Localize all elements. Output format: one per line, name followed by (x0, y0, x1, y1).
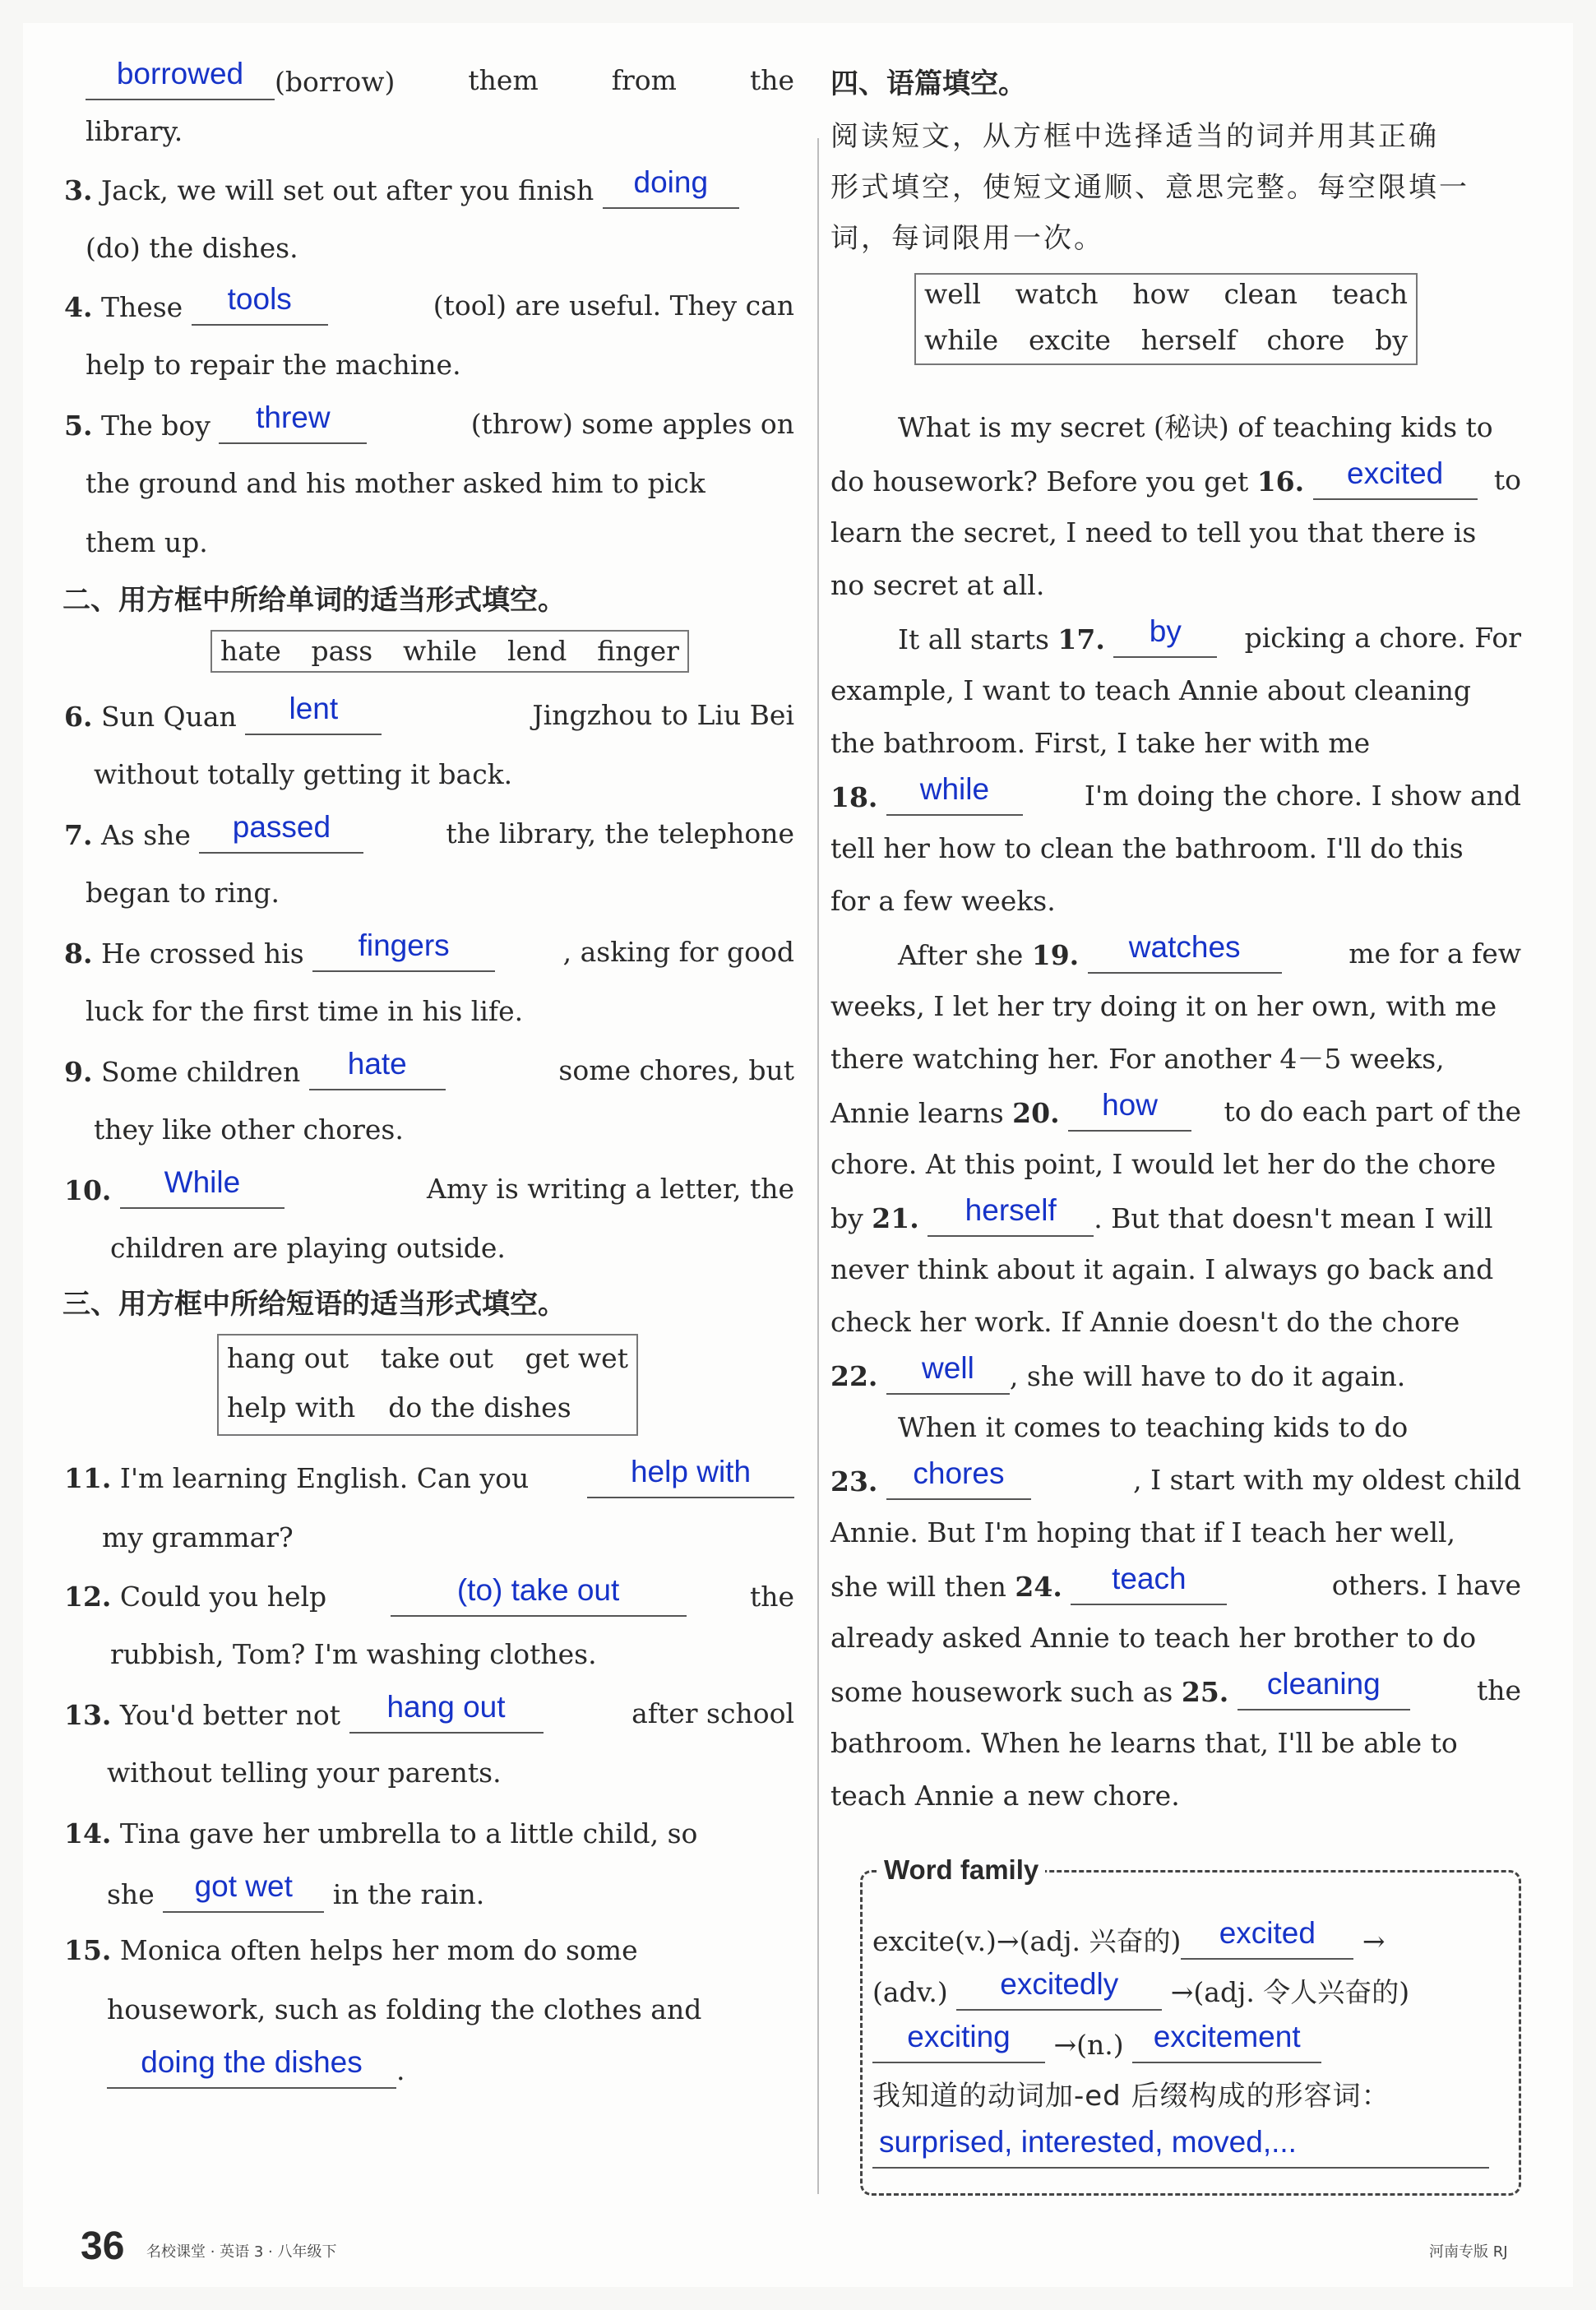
passage-line: What is my secret (秘诀) of teaching kids to (898, 411, 1493, 443)
book-title: 名校课堂 · 英语 3 · 八年级下 (146, 2243, 337, 2261)
answer-blank[interactable]: help with (587, 1461, 794, 1498)
question-7: 7. As she passed the library, the telephone (64, 816, 794, 854)
answer-blank[interactable]: borrowed (86, 62, 275, 100)
phrase-box-3: hang out take out get wet help with do the dishes (217, 1334, 638, 1436)
answer-blank[interactable]: exciting (872, 2025, 1045, 2063)
word-family-box: Word family excite(v.)→(adj. 兴奋的) excited → (adv.) excitedly →(adj. 令人兴奋的) exciting →(n.) excitement 我知道的动词加-ed 后缀构成的形容词： surprised, interested, moved,... (860, 1870, 1521, 2196)
question-15: 15. Monica often helps her mom do some (64, 1934, 638, 1966)
answer-blank[interactable]: lent (245, 697, 382, 735)
edition-label: 河南专版 RJ (1429, 2243, 1508, 2261)
answer-blank[interactable]: threw (219, 406, 367, 444)
question-3: 3. Jack, we will set out after you finish doing (64, 171, 739, 209)
answer-blank-20[interactable]: how (1068, 1094, 1191, 1132)
word-family-title: Word family (877, 1854, 1045, 1886)
answer-blank-24[interactable]: teach (1071, 1567, 1227, 1605)
question-4: 4. These tools (tool) are useful. They can (64, 288, 794, 326)
word-box-4: well watch how clean teach while excite herself chore by (914, 273, 1418, 365)
answer-blank[interactable]: doing the dishes (107, 2051, 396, 2089)
question-12: 12. Could you help (to) take out the (64, 1579, 794, 1617)
question-8: 8. He crossed his fingers , asking for good (64, 934, 794, 972)
answer-blank[interactable]: excitedly (956, 1973, 1162, 2011)
word-box-2: hate pass while lend finger (210, 630, 689, 673)
answer-blank-23[interactable]: chores (886, 1462, 1031, 1500)
question-13: 13. You'd better not hang out after school (64, 1696, 794, 1734)
section-2-title: 二、用方框中所给单词的适当形式填空。 (62, 584, 566, 617)
question-6: 6. Sun Quan lent Jingzhou to Liu Bei (64, 697, 794, 735)
answer-blank[interactable]: (to) take out (391, 1579, 687, 1617)
answer-blank[interactable]: hang out (349, 1696, 544, 1734)
answer-blank[interactable]: excitement (1132, 2025, 1321, 2063)
answer-blank[interactable]: doing (603, 171, 739, 209)
question-11: 11. I'm learning English. Can you help with (64, 1461, 794, 1498)
column-divider (817, 138, 819, 2194)
answer-blank[interactable]: hate (309, 1053, 446, 1090)
answer-blank[interactable]: got wet (163, 1875, 324, 1913)
answer-blank-17[interactable]: by (1113, 620, 1217, 658)
answer-blank-16[interactable]: excited (1313, 462, 1478, 500)
answer-blank[interactable]: fingers (312, 934, 495, 972)
answer-blank-18[interactable]: while (886, 778, 1023, 816)
section-3-title: 三、用方框中所给短语的适当形式填空。 (62, 1288, 566, 1321)
worksheet-page: borrowed (borrow) them from the library. 3. Jack, we will set out after you finish doing (do) the dishes. 4. These tools (tool) are useful. They can help to repair the machine. 5. The boy threw (throw) some apples on the ground and his mother asked him to pick them up. 二、用方框中所给单词的适当形式填空。 hate pass while lend finger 6. Sun Quan lent Jingzhou to Liu Bei without totally getting it back. 7. As she passed the library, the telephone began to ring. 8. He crossed his fingers , asking for good luck for the first time in his life. 9. Some children hate some chores, but they like other chores. 10. While Amy is writing a letter, the children are playing outside. 三、用方框中所给短语的适当形式填空。 hang out take out get wet help with do the dishes 11. I'm learning English. Can you help with my grammar? 12. Could you help (to) take out the rubbish, Tom? I'm washing clothes. 13. You'd better not hang out after school without telling your parents. 14. Tina gave her umbrella to a little child, so she got wet in the rain. 15. Monica often helps her mom do some housework, such as folding the clothes and doing the dishes . 四、语篇填空。 阅读短文，从方框中选择适当的词并用其正确 形式填空，使短文通顺、意思完整。每空限填一 词，每词限用一次。 well watch how clean teach while excite herself chore by What is my secret (秘诀) of teaching kids to do housework? Before you get 16. excited to learn the secret, I need to tell you that there is no secret at all. It all starts 17. by picking a chore. For example, I want to teach Annie about cleaning the bathroom. First, I take her with me 18. while I'm doing the chore. I show and tell her how to clean the bathroom. I'll do this for a few weeks. After she 19. watches me for a few weeks, I let her try doing it on her own, with me there watching her. For another 4－5 weeks, Annie learns 20. how to do each part of the chore. At this point, I would let her do the chore by 21. herself . But that doesn't mean I will never think about it again. I always go back and check her work. If Annie doesn't do the chore 22. well , she will have to do it again. When it comes to teaching kids to do 23. chores , I start with my oldest child Annie. But I'm hoping that if I teach her well, she will then 24. teach others. I have already asked Annie to teach her brother to do some housework such as 25. cleaning the bathroom. When he learns that, I'll be able to teach Annie a new chore. Word family excite(v.)→(adj. 兴奋的) excited → (adv.) excitedly →(adj. 令人兴奋的) exciting →(n.) excitement 我知道的动词加-ed 后缀构成的形容词： surprised, interested, moved,... 36 名校课堂 · 英语 3 · 八年级下 河南专版 RJ (23, 23, 1573, 2287)
answer-blank-19[interactable]: watches (1088, 936, 1282, 974)
section-4-title: 四、语篇填空。 (830, 67, 1026, 100)
question-10: 10. While Amy is writing a letter, the (64, 1171, 794, 1209)
answer-blank-22[interactable]: well (886, 1357, 1010, 1395)
answer-blank[interactable]: surprised, interested, moved,... (872, 2131, 1489, 2169)
answer-blank-25[interactable]: cleaning (1237, 1673, 1410, 1711)
answer-blank[interactable]: tools (192, 288, 328, 326)
page-number: 36 (81, 2224, 125, 2268)
answer-blank[interactable]: passed (199, 816, 363, 854)
answer-blank[interactable]: excited (1181, 1922, 1353, 1960)
question-5: 5. The boy threw (throw) some apples on (64, 406, 794, 444)
question-14: 14. Tina gave her umbrella to a little child, so (64, 1817, 698, 1849)
question-2-continuation: library. (86, 115, 183, 147)
answer-blank-21[interactable]: herself (928, 1199, 1094, 1237)
question-2-line: borrowed (borrow) them from the (86, 62, 794, 100)
question-9: 9. Some children hate some chores, but (64, 1053, 794, 1090)
answer-blank[interactable]: While (120, 1171, 285, 1209)
